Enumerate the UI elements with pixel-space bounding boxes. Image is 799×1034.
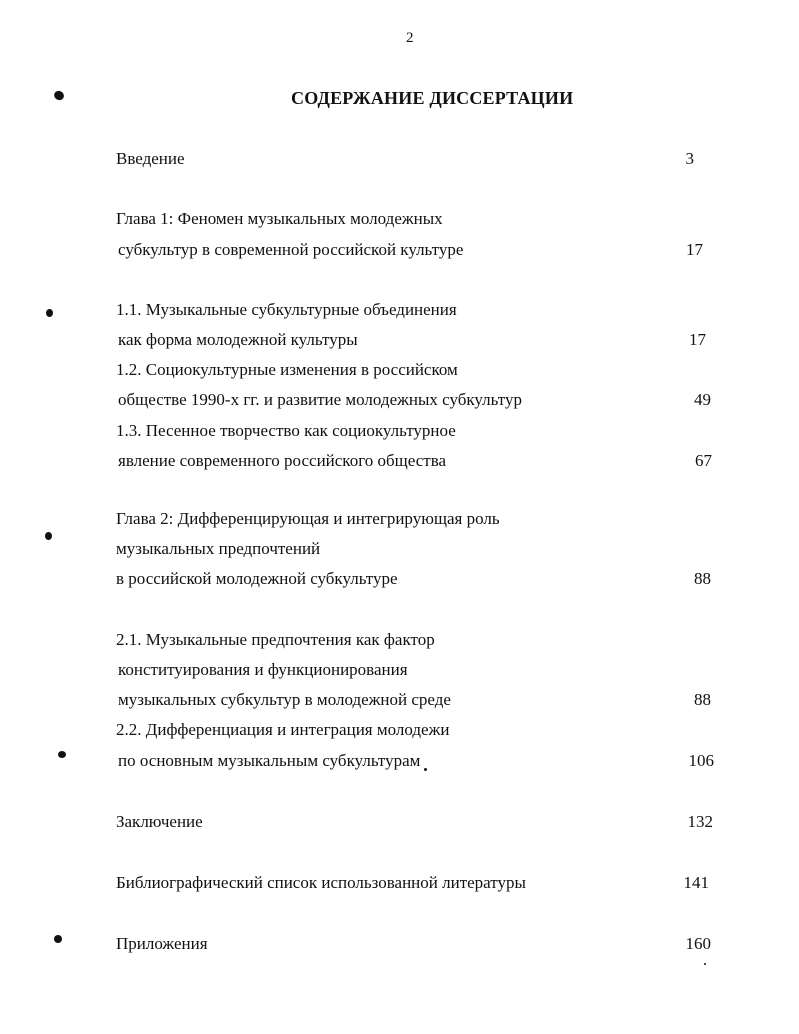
- toc-section-1-1-page: 17: [689, 330, 706, 349]
- toc-section-2-2-page: 106: [688, 751, 714, 770]
- toc-chapter1-page: 17: [686, 240, 703, 259]
- scan-speck: [424, 768, 427, 771]
- toc-conclusion-page: 132: [687, 812, 713, 831]
- toc-section-1-2-page: 49: [694, 390, 711, 409]
- toc-chapter2-line3: в российской молодежной субкультуре: [116, 569, 398, 588]
- toc-appendices-page: 160: [685, 934, 711, 953]
- scan-speck: [46, 309, 53, 317]
- toc-section-1-1-line2: как форма молодежной культуры: [118, 330, 358, 349]
- page-number: 2: [406, 30, 414, 46]
- scan-speck: [58, 751, 66, 758]
- toc-chapter2-page: 88: [694, 569, 711, 588]
- toc-conclusion-title: Заключение: [116, 812, 203, 831]
- scan-speck: [54, 935, 62, 943]
- toc-intro-page: 3: [685, 149, 694, 168]
- toc-section-1-1-line1: 1.1. Музыкальные субкультурные объединения: [116, 300, 457, 319]
- scan-speck: [45, 532, 52, 540]
- toc-chapter1-line2: субкультур в современной российской культуре: [118, 240, 464, 259]
- toc-chapter1-line1: Глава 1: Феномен музыкальных молодежных: [116, 209, 443, 228]
- toc-bibliography-page: 141: [683, 873, 709, 892]
- toc-bibliography-title: Библиографический список использованной литературы: [116, 873, 526, 892]
- toc-section-2-2-line1: 2.2. Дифференциация и интеграция молодежи: [116, 720, 450, 739]
- toc-section-1-2-line2: обществе 1990-х гг. и развитие молодежных субкультур: [118, 390, 522, 409]
- toc-section-1-3-line2: явление современного российского общества: [118, 451, 447, 470]
- page-title: СОДЕРЖАНИЕ ДИССЕРТАЦИИ: [291, 88, 574, 108]
- toc-intro-title: Введение: [116, 149, 185, 168]
- toc-chapter2-line2: музыкальных предпочтений: [116, 539, 321, 558]
- toc-section-1-3-page: 67: [695, 451, 712, 470]
- toc-section-1-3-line1: 1.3. Песенное творчество как социокультурное: [116, 421, 456, 440]
- toc-section-2-1-line2: конституирования и функционирования: [118, 660, 408, 679]
- toc-section-2-1-line1: 2.1. Музыкальные предпочтения как фактор: [116, 630, 435, 649]
- toc-section-2-1-page: 88: [694, 690, 711, 709]
- scan-speck: [704, 963, 706, 965]
- toc-chapter2-line1: Глава 2: Дифференцирующая и интегрирующая роль: [116, 509, 500, 528]
- toc-section-2-1-line3: музыкальных субкультур в молодежной среде: [118, 690, 451, 709]
- toc-section-2-2-line2: по основным музыкальным субкультурам: [118, 751, 421, 770]
- toc-appendices-title: Приложения: [116, 934, 208, 953]
- scan-speck: [52, 89, 65, 102]
- toc-section-1-2-line1: 1.2. Социокультурные изменения в российском: [116, 360, 458, 379]
